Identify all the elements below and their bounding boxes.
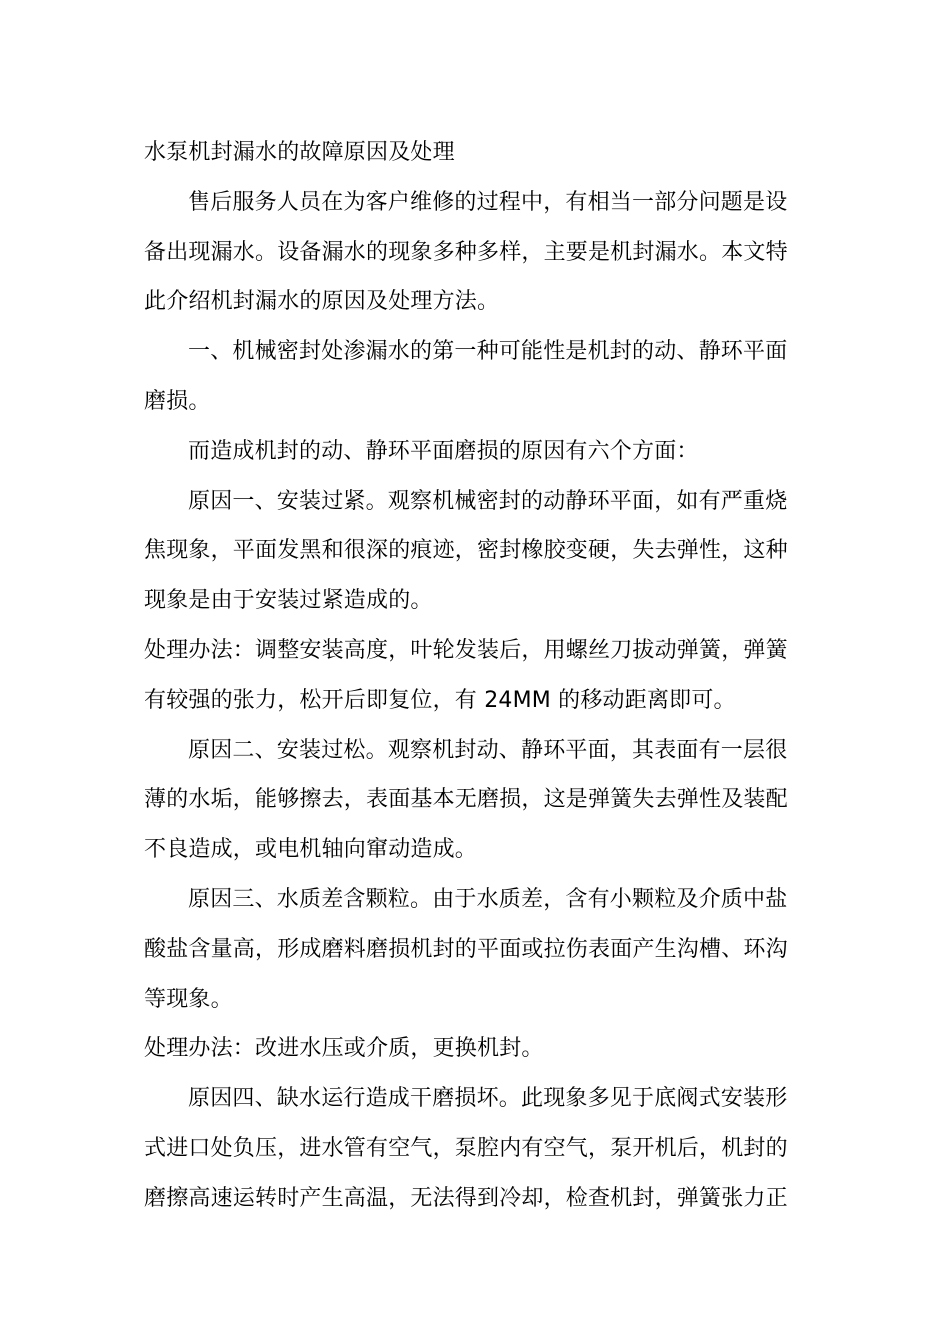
paragraph-line: 焦现象，平面发黑和很深的痕迹，密封橡胶变硬，失去弹性，这种 [144, 538, 788, 564]
paragraph-line: 磨损。 [144, 388, 211, 414]
paragraph-line: 处理办法：改进水压或介质，更换机封。 [144, 1036, 544, 1062]
paragraph-line: 薄的水垢，能够擦去，表面基本无磨损，这是弹簧失去弹性及装配 [144, 787, 788, 813]
paragraph-line: 现象是由于安装过紧造成的。 [144, 588, 433, 614]
paragraph-line: 式进口处负压，进水管有空气，泵腔内有空气，泵开机后，机封的 [144, 1135, 788, 1161]
paragraph-line: 原因一、安装过紧。观察机械密封的动静环平面，如有严重烧 [188, 488, 788, 514]
document-title: 水泵机封漏水的故障原因及处理 [144, 140, 455, 165]
paragraph-line: 等现象。 [144, 986, 233, 1012]
paragraph-line: 原因三、水质差含颗粒。由于水质差，含有小颗粒及介质中盐 [188, 886, 788, 912]
document-page [144, 128, 806, 1224]
paragraph-line: 不良造成，或电机轴向窜动造成。 [144, 837, 478, 863]
paragraph-line: 酸盐含量高，形成磨料磨损机封的平面或拉伤表面产生沟槽、环沟 [144, 936, 788, 962]
paragraph-line: 一、机械密封处渗漏水的第一种可能性是机封的动、静环平面 [188, 339, 788, 365]
paragraph-line: 售后服务人员在为客户维修的过程中，有相当一部分问题是设 [188, 189, 788, 215]
paragraph-line: 此介绍机封漏水的原因及处理方法。 [144, 289, 500, 315]
paragraph-line: 有较强的张力，松开后即复位，有 24MM 的移动距离即可。 [144, 687, 736, 713]
paragraph-line: 原因二、安装过松。观察机封动、静环平面，其表面有一层很 [188, 737, 788, 763]
paragraph-line: 原因四、缺水运行造成干磨损坏。此现象多见于底阀式安装形 [188, 1086, 788, 1112]
paragraph-line: 备出现漏水。设备漏水的现象多种多样，主要是机封漏水。本文特 [144, 239, 788, 265]
paragraph-line: 而造成机封的动、静环平面磨损的原因有六个方面： [188, 438, 699, 464]
paragraph-line: 处理办法：调整安装高度，叶轮发装后，用螺丝刀拔动弹簧，弹簧 [144, 637, 788, 663]
paragraph-line: 磨擦高速运转时产生高温，无法得到冷却，检查机封，弹簧张力正 [144, 1185, 788, 1211]
